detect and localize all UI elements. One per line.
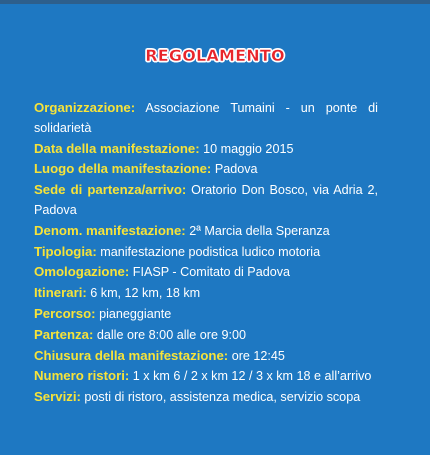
rule-value: Associazione Tumaini - un ponte di solidarietà — [34, 101, 378, 135]
rule-organizzazione — [34, 98, 378, 139]
rule-value: manifestazione podistica ludico motoria — [100, 244, 321, 259]
top-band — [0, 0, 430, 4]
rule-label: Itinerari: — [34, 285, 87, 301]
rule-chiusura — [34, 346, 378, 367]
rule-label: Tipologia: — [34, 243, 97, 259]
rule-data — [34, 139, 378, 160]
rule-denominazione — [34, 221, 378, 242]
rule-value: FIASP - Comitato di Padova — [132, 265, 291, 280]
rule-label: Servizi: — [34, 389, 81, 405]
rule-omologazione — [34, 262, 378, 283]
rule-value: posti di ristoro, assistenza medica, servizio scopa — [84, 390, 361, 405]
rule-value: dalle ore 8:00 alle ore 9:00 — [96, 327, 247, 342]
rule-servizi — [34, 387, 378, 408]
rule-itinerari — [34, 283, 378, 304]
page-title: REGOLAMENTO — [145, 46, 285, 65]
rules-list — [34, 98, 378, 408]
rule-percorso — [34, 304, 378, 325]
rule-value: Oratorio Don Bosco, via Adria 2, Padova — [34, 183, 378, 217]
rule-value: 2ª Marcia della Speranza — [189, 223, 330, 238]
rule-ristori — [34, 366, 378, 387]
rule-label: Sede di partenza/arrivo: — [34, 182, 187, 198]
rule-luogo — [34, 159, 378, 180]
rule-sede — [34, 180, 378, 221]
rule-label: Omologazione: — [34, 264, 130, 280]
rule-label: Data della manifestazione: — [34, 140, 200, 156]
rule-value: ore 12:45 — [231, 348, 285, 363]
rule-label: Partenza: — [34, 326, 94, 342]
rule-value: Padova — [214, 162, 258, 177]
rule-partenza — [34, 325, 378, 346]
rule-label: Chiusura della manifestazione: — [34, 347, 229, 363]
rule-value: 10 maggio 2015 — [203, 141, 294, 156]
rule-label: Denom. manifestazione: — [34, 222, 186, 238]
rule-value: 1 x km 6 / 2 x km 12 / 3 x km 18 e all’arrivo — [132, 369, 372, 384]
rule-label: Percorso: — [34, 305, 96, 321]
rule-label: Luogo della manifestazione: — [34, 161, 212, 177]
rule-tipologia — [34, 242, 378, 263]
rule-label: Organizzazione: — [34, 100, 136, 115]
rule-label: Numero ristori: — [34, 368, 130, 384]
rule-value: 6 km, 12 km, 18 km — [90, 286, 201, 301]
rule-value: pianeggiante — [99, 306, 172, 321]
